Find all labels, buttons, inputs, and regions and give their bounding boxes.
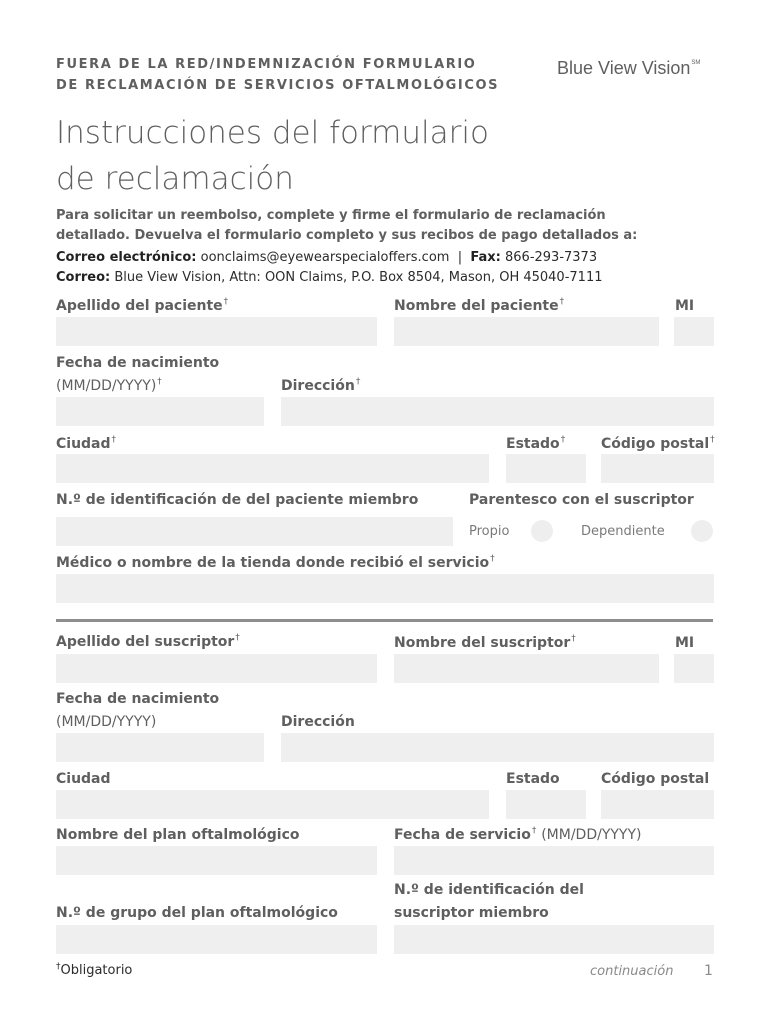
subscriber-dob-label: Fecha de nacimiento xyxy=(56,691,220,707)
instructions-line2: detallado. Devuelva el formulario completo y sus recibos de pago detallados a: xyxy=(56,228,638,243)
relationship-label: Parentesco con el suscriptor xyxy=(469,492,694,508)
patient-mi-label: MI xyxy=(675,298,695,314)
patient-last-name-label: Apellido del paciente† xyxy=(56,297,229,314)
service-date-label: Fecha de servicio† (MM/DD/YYYY) xyxy=(394,826,642,843)
relationship-self-radio[interactable] xyxy=(531,520,553,542)
form-header-line2: DE RECLAMACIÓN DE SERVICIOS OFTALMOLÓGICOS xyxy=(56,78,500,93)
contact-separator: | xyxy=(457,250,463,265)
form-header-line1: FUERA DE LA RED/INDEMNIZACIÓN FORMULARIO xyxy=(56,57,477,72)
subscriber-city-label: Ciudad xyxy=(56,771,111,787)
patient-zip-label: Código postal† xyxy=(601,435,715,452)
subscriber-address-label: Dirección xyxy=(281,714,355,730)
subscriber-mi-field[interactable] xyxy=(674,654,714,683)
subscriber-city-field[interactable] xyxy=(56,790,489,819)
subscriber-state-label: Estado xyxy=(506,771,560,787)
patient-first-name-label: Nombre del paciente† xyxy=(394,297,565,314)
instructions-line1: Para solicitar un reembolso, complete y firme el formulario de reclamación xyxy=(56,208,606,223)
service-date-field[interactable] xyxy=(394,846,714,875)
subscriber-member-id-label-line2: suscriptor miembro xyxy=(394,905,549,921)
mail-value: Blue View Vision, Attn: OON Claims, P.O. Box 8504, Mason, OH 45040-7111 xyxy=(114,270,603,285)
patient-city-label: Ciudad† xyxy=(56,435,117,452)
plan-name-field[interactable] xyxy=(56,846,377,875)
page-title-line1: Instrucciones del formulario xyxy=(56,115,489,151)
required-note: †Obligatorio xyxy=(56,962,133,978)
group-number-field[interactable] xyxy=(56,925,377,954)
relationship-dependent-label: Dependiente xyxy=(581,524,665,539)
brand-logo xyxy=(557,58,700,79)
patient-member-id-label: N.º de identificación de del paciente miembro xyxy=(56,492,419,508)
fax-label: Fax: xyxy=(470,250,501,265)
patient-dob-format: (MM/DD/YYYY)† xyxy=(56,377,162,394)
page-number: 1 xyxy=(704,963,713,979)
email-value: oonclaims@eyewearspecialoffers.com xyxy=(200,250,450,265)
patient-state-label: Estado† xyxy=(506,435,566,452)
mail-label: Correo: xyxy=(56,270,111,285)
patient-city-field[interactable] xyxy=(56,454,489,483)
brand-service-mark: SM xyxy=(691,60,701,66)
contact-email-fax xyxy=(56,250,597,265)
patient-dob-label: Fecha de nacimiento xyxy=(56,355,220,371)
subscriber-zip-label: Código postal xyxy=(601,771,710,787)
form-header xyxy=(56,54,556,96)
patient-address-label: Dirección† xyxy=(281,377,361,394)
provider-field[interactable] xyxy=(56,574,714,603)
patient-mi-field[interactable] xyxy=(674,317,714,346)
page-title xyxy=(56,110,656,202)
subscriber-member-id-field[interactable] xyxy=(394,925,714,954)
continued-note: continuación xyxy=(590,964,674,979)
subscriber-dob-field[interactable] xyxy=(56,733,264,762)
patient-first-name-field[interactable] xyxy=(394,317,659,346)
patient-member-id-field[interactable] xyxy=(56,517,453,546)
group-number-label: N.º de grupo del plan oftalmológico xyxy=(56,905,338,921)
email-label: Correo electrónico: xyxy=(56,250,197,265)
subscriber-member-id-label-line1: N.º de identificación del xyxy=(394,882,584,898)
subscriber-dob-format: (MM/DD/YYYY) xyxy=(56,714,157,730)
brand-name: Blue View Vision xyxy=(557,58,691,78)
relationship-self-label: Propio xyxy=(469,524,510,539)
subscriber-first-name-label: Nombre del suscriptor† xyxy=(394,634,576,651)
fax-value: 866-293-7373 xyxy=(505,250,598,265)
section-divider xyxy=(56,619,713,622)
plan-name-label: Nombre del plan oftalmológico xyxy=(56,827,300,843)
instructions xyxy=(56,206,696,246)
subscriber-state-field[interactable] xyxy=(506,790,586,819)
subscriber-last-name-label: Apellido del suscriptor† xyxy=(56,633,240,650)
subscriber-first-name-field[interactable] xyxy=(394,654,659,683)
subscriber-last-name-field[interactable] xyxy=(56,654,377,683)
provider-label: Médico o nombre de la tienda donde recibió el servicio† xyxy=(56,554,495,571)
patient-dob-field[interactable] xyxy=(56,397,264,426)
patient-state-field[interactable] xyxy=(506,454,586,483)
patient-last-name-field[interactable] xyxy=(56,317,377,346)
contact-mail xyxy=(56,270,602,285)
patient-address-field[interactable] xyxy=(281,397,714,426)
relationship-dependent-radio[interactable] xyxy=(691,520,713,542)
subscriber-mi-label: MI xyxy=(675,635,695,651)
page-title-line2: de reclamación xyxy=(56,161,294,197)
patient-zip-field[interactable] xyxy=(601,454,714,483)
subscriber-zip-field[interactable] xyxy=(601,790,714,819)
subscriber-address-field[interactable] xyxy=(281,733,714,762)
